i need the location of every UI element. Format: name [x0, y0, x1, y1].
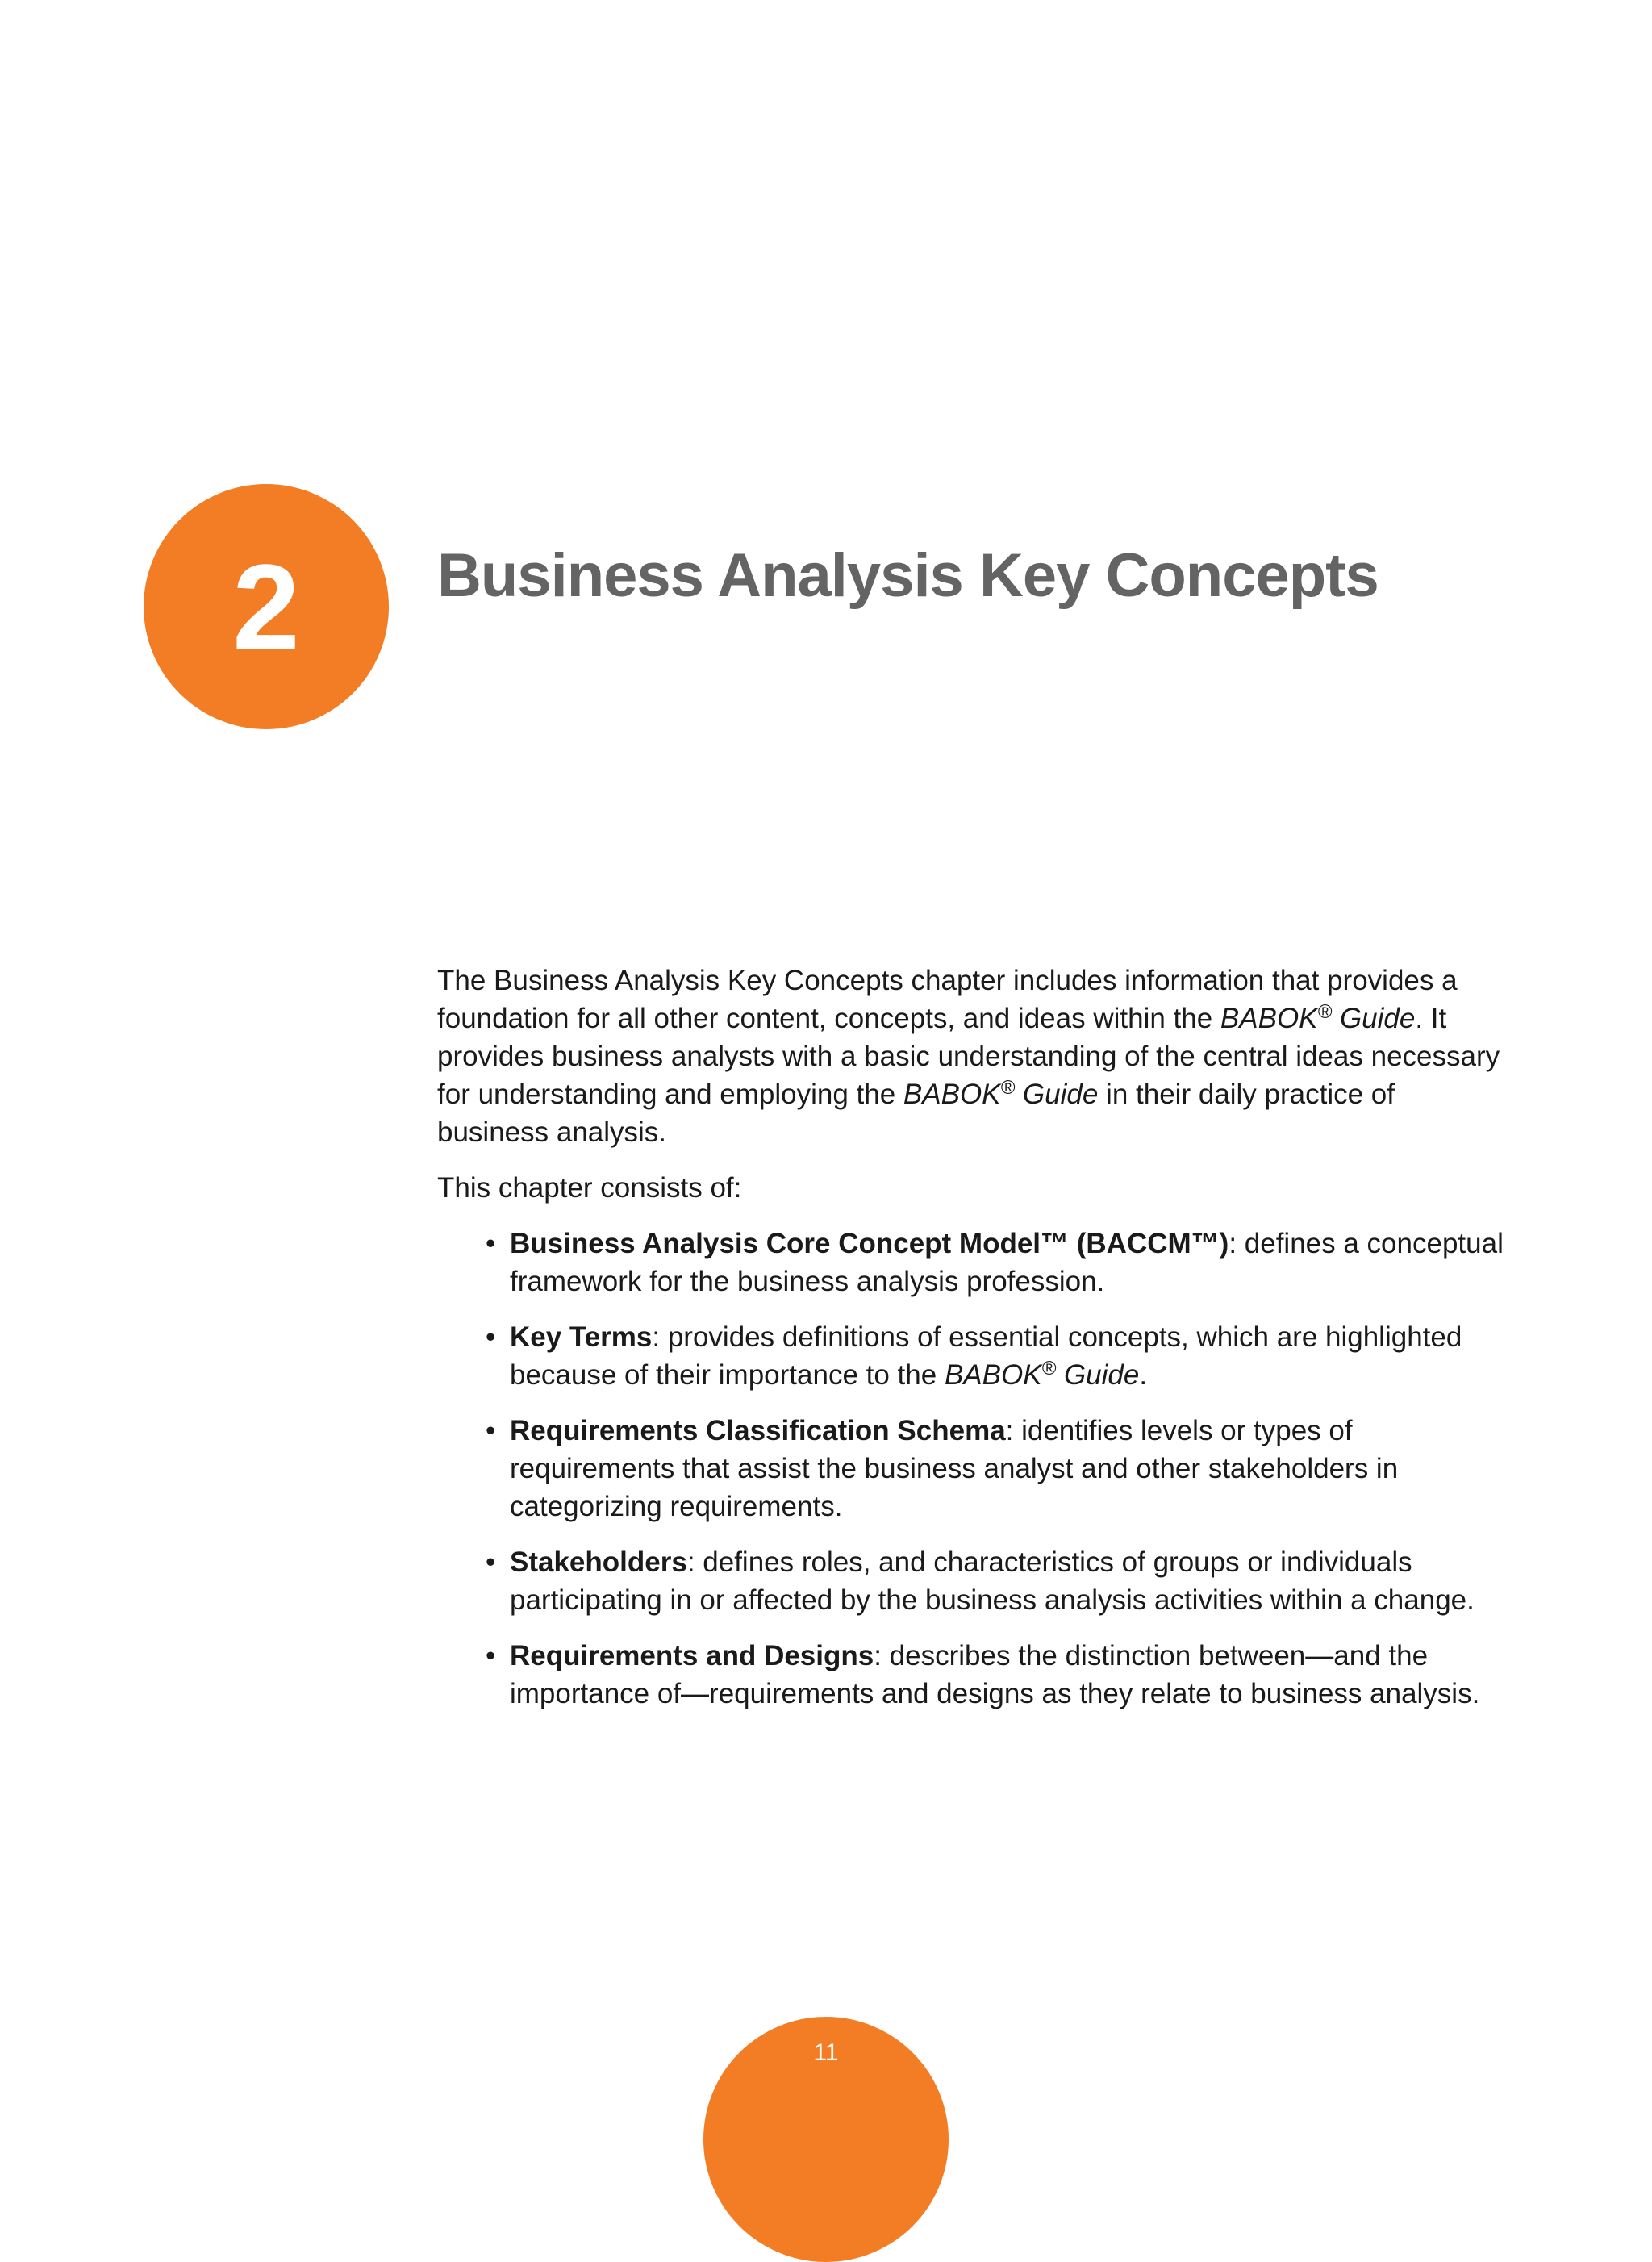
intro-text-2: . It provides business analysts with a basic understanding of the central ideas necessary for understanding and employing the — [437, 1003, 1500, 1110]
chapter-body — [437, 962, 1510, 1730]
bullet-icon: • — [486, 1640, 496, 1671]
bullet-icon: • — [486, 1415, 496, 1446]
babok-term: BABOK — [1220, 1003, 1318, 1034]
bullet-term: Business Analysis Core Concept Model™ (BACCM™) — [510, 1228, 1229, 1259]
babok-term: BABOK — [903, 1079, 1001, 1110]
intro-text-3: in their daily practice of business analysis. — [437, 1079, 1395, 1148]
chapter-title: Business Analysis Key Concepts — [437, 541, 1379, 610]
intro-paragraph — [437, 962, 1510, 1151]
bullet-text: : defines roles, and characteristics of groups or individuals participating in or affected by the business analysis activities within a change. — [510, 1546, 1475, 1616]
list-item — [486, 1225, 1510, 1300]
bullet-term: Requirements Classification Schema — [510, 1415, 1006, 1446]
guide-term: Guide — [1015, 1079, 1099, 1110]
bullet-text: : identifies levels or types of requirements that assist the business analyst and other stakeholders in categorizing requirements. — [510, 1415, 1399, 1522]
registered-mark: ® — [1041, 1358, 1057, 1379]
list-item — [486, 1318, 1510, 1394]
guide-term: Guide — [1056, 1359, 1140, 1391]
bullet-text-end: . — [1139, 1359, 1148, 1391]
list-item — [486, 1543, 1510, 1619]
chapter-number-badge — [144, 484, 389, 729]
bullet-icon: • — [486, 1321, 496, 1353]
bullet-term: Key Terms — [510, 1321, 653, 1353]
bullet-icon: • — [486, 1546, 496, 1578]
intro-text-1: The Business Analysis Key Concepts chapter includes information that provides a foundation for all other content, concepts, and ideas within the — [437, 965, 1458, 1034]
page-number-badge — [703, 2017, 949, 2262]
bullet-term: Stakeholders — [510, 1546, 687, 1578]
babok-term: BABOK — [944, 1359, 1042, 1391]
bullet-text: : describes the distinction between—and the importance of—requirements and designs as they relate to business analysis. — [510, 1640, 1480, 1709]
bullet-text: : provides definitions of essential concepts, which are highlighted because of their importance to the — [510, 1321, 1462, 1391]
bullet-icon: • — [486, 1228, 496, 1259]
bullet-term: Requirements and Designs — [510, 1640, 874, 1671]
guide-term: Guide — [1332, 1003, 1416, 1034]
consists-of-paragraph: This chapter consists of: — [437, 1172, 742, 1204]
list-item — [486, 1637, 1510, 1713]
registered-mark: ® — [1000, 1077, 1016, 1099]
registered-mark: ® — [1317, 1001, 1333, 1023]
chapter-number: 2 — [232, 539, 300, 674]
chapter-contents-list — [437, 1225, 1510, 1713]
page-number: 11 — [813, 2039, 839, 2066]
list-item — [486, 1412, 1510, 1525]
bullet-text: : defines a conceptual framework for the business analysis profession. — [510, 1228, 1504, 1297]
